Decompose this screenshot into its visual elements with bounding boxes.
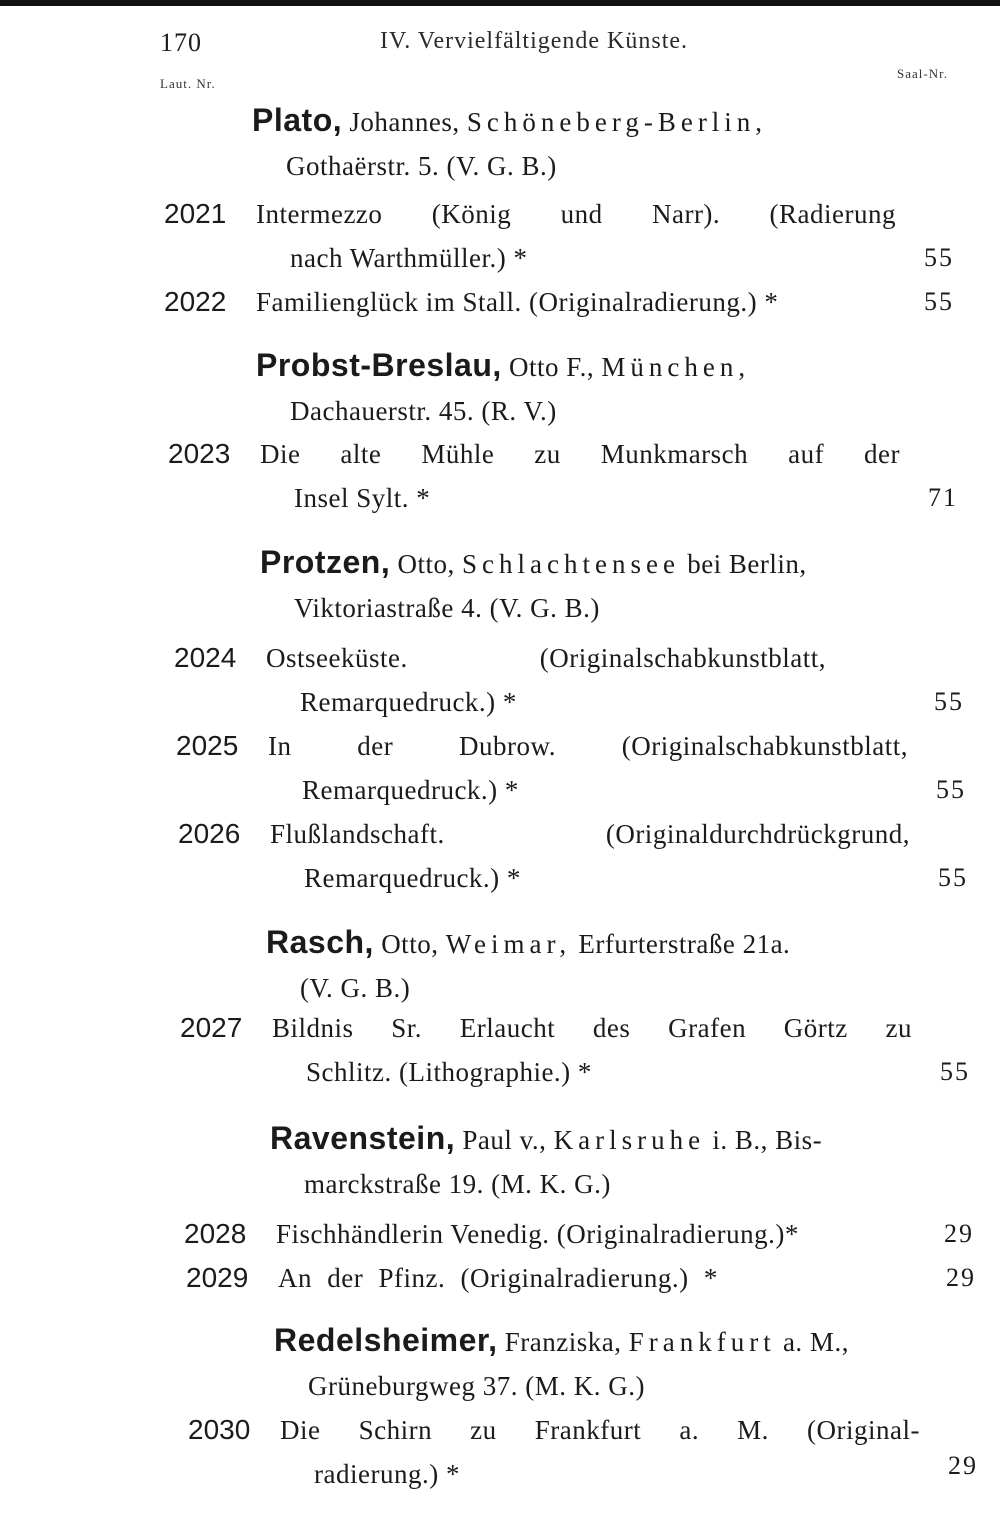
entry-room-number: 71 [928, 483, 958, 512]
artist-given-name: Otto, [397, 549, 455, 579]
entry-title: Fischhändlerin Venedig. (Originalradierung.)* [276, 1219, 799, 1249]
artist-city: München, [601, 352, 751, 382]
entry-room-number: 29 [944, 1219, 974, 1248]
artist-city: Karlsruhe [553, 1125, 706, 1155]
artist-street: Erfurterstraße 21a. [578, 929, 791, 959]
artist-city: Schlachtensee [462, 549, 680, 579]
top-rule [0, 0, 1000, 6]
artist-name: Ravenstein, [270, 1120, 456, 1156]
artist-name: Plato, [252, 102, 343, 138]
artist-name: Probst-Breslau, [256, 347, 502, 383]
artist-address: Dachauerstr. 45. (R. V.) [290, 396, 557, 426]
artist-name: Rasch, [266, 924, 374, 960]
entry-number: 2024 [174, 642, 237, 673]
entry-number: 2022 [164, 286, 227, 317]
entry-title: Familienglück im Stall. (Originalradierung.) * [256, 287, 779, 317]
entry-title-continued: Remarquedruck.) * [304, 863, 521, 893]
entry-title-continued: Remarquedruck.) * [302, 775, 519, 805]
artist-heading [266, 920, 926, 1010]
entry-title-continued: nach Warthmüller.) * [290, 243, 528, 273]
artist-given-name: Johannes, [349, 107, 460, 137]
entry-title-continued: Remarquedruck.) * [300, 687, 517, 717]
entry-room-number: 55 [940, 1057, 970, 1086]
entry-title: Ostseeküste. (Originalschabkunstblatt, [266, 643, 826, 673]
artist-given-name: Otto F., [509, 352, 595, 382]
entry-title: Flußlandschaft. (Originaldurchdrückgrund, [270, 819, 910, 849]
entry-number: 2023 [168, 438, 231, 469]
page-number: 170 [160, 28, 202, 57]
artist-heading [274, 1318, 934, 1408]
entry-number: 2026 [178, 818, 241, 849]
entry-title-continued: Schlitz. (Lithographie.) * [306, 1057, 592, 1087]
artist-city: Frankfurt [628, 1327, 776, 1357]
artist-given-name: Paul v., [462, 1125, 547, 1155]
entry-title: Bildnis Sr. Erlaucht des Grafen Görtz zu [272, 1013, 912, 1043]
page-header [0, 28, 1000, 68]
artist-given-name: Otto, [381, 929, 439, 959]
entry-room-number: 55 [924, 287, 954, 316]
entry-room-number: 55 [936, 775, 966, 804]
entry-number: 2030 [188, 1414, 251, 1445]
artist-address: Grüneburgweg 37. (M. K. G.) [308, 1371, 645, 1401]
artist-city: Weimar, [445, 929, 572, 959]
entry-title: Die Schirn zu Frankfurt a. M. (Original- [280, 1415, 920, 1445]
entry-title-continued: Insel Sylt. * [294, 483, 431, 513]
artist-city-suffix: a. M., [782, 1327, 849, 1357]
artist-association: (V. G. B.) [300, 973, 411, 1003]
artist-heading [256, 343, 916, 433]
artist-city-suffix: i. B., Bis- [712, 1125, 823, 1155]
entry-number: 2029 [186, 1262, 249, 1293]
artist-heading [252, 98, 912, 188]
entry-number: 2028 [184, 1218, 247, 1249]
artist-address: Gothaërstr. 5. (V. G. B.) [286, 151, 557, 181]
entry-title: Intermezzo (König und Narr). (Radierung [256, 199, 896, 229]
entry-title-continued: radierung.) * [314, 1459, 460, 1489]
entry-room-number: 55 [924, 243, 954, 272]
entry-title: An der Pfinz. (Originalradierung.) * [278, 1263, 718, 1293]
running-title: IV. Vervielfältigende Künste. [380, 28, 689, 54]
artist-city-suffix: bei Berlin, [687, 549, 807, 579]
artist-heading [270, 1116, 930, 1206]
artist-city: Schöneberg-Berlin, [466, 107, 768, 137]
artist-address: marckstraße 19. (M. K. G.) [304, 1169, 611, 1199]
entry-number: 2021 [164, 198, 227, 229]
artist-name: Redelsheimer, [274, 1322, 498, 1358]
artist-name: Protzen, [260, 544, 391, 580]
entry-room-number: 29 [946, 1263, 976, 1292]
entry-room-number: 29 [948, 1451, 978, 1480]
entry-room-number: 55 [934, 687, 964, 716]
entry-title: In der Dubrow. (Originalschabkunstblatt, [268, 731, 908, 761]
entry-number: 2025 [176, 730, 239, 761]
artist-heading [260, 540, 920, 630]
artist-given-name: Franziska, [504, 1327, 622, 1357]
artist-address: Viktoriastraße 4. (V. G. B.) [294, 593, 600, 623]
entry-room-number: 55 [938, 863, 968, 892]
column-label-laut-nr: Laut. Nr. [160, 76, 216, 91]
entry-number: 2027 [180, 1012, 243, 1043]
column-label-saal-nr: Saal-Nr. [897, 66, 948, 81]
entry-title: Die alte Mühle zu Munkmarsch auf der [260, 439, 900, 469]
